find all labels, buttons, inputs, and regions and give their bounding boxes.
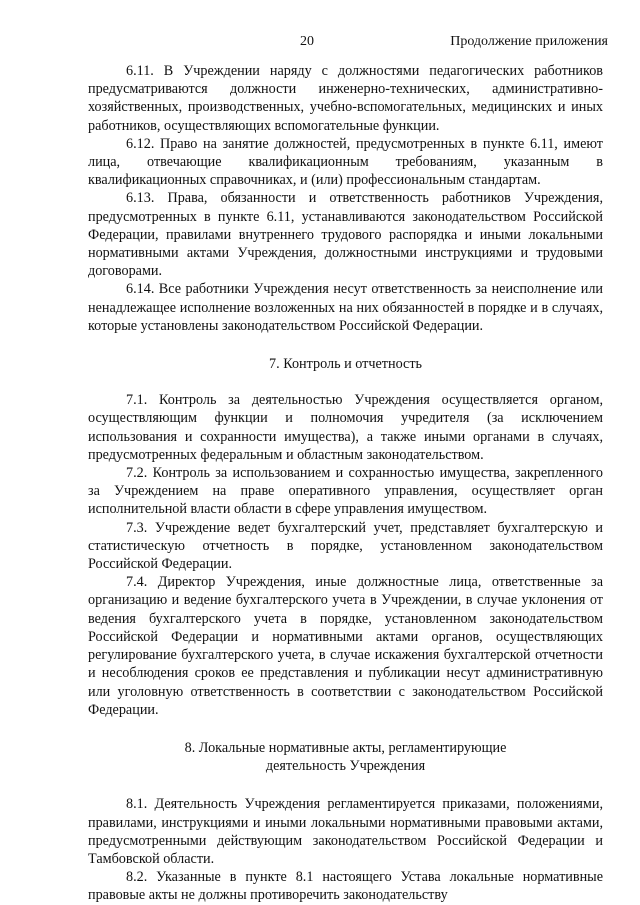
- section-8-heading: [88, 739, 603, 775]
- paragraph-7-3: 7.3. Учреждение ведет бухгалтерский учет, представляет бухгалтерскую и статистическую отчетность в порядке, установленном законодательством Российской Федерации.: [88, 519, 603, 573]
- paragraph-8-2: 8.2. Указанные в пункте 8.1 настоящего Устава локальные нормативные правовые акты не должны противоречить законодательству: [88, 869, 603, 904]
- paragraph-7-4: 7.4. Директор Учреждения, иные должностные лица, ответственные за организацию и ведение бухгалтерского учета в Учреждении, в случае уклонения от ведения бухгалтерского учета в порядке, установленном законодательством Российской Федерации и нормативными актами органов, осуществляющих регулирование бухгалтерского учета, в случае искажения бухгалтерской отчетности и несоблюдения сроков ее представления и публикации несут административную или уголовную ответственность в соответствии с законодательством Российской Федерации.: [88, 574, 603, 718]
- paragraph-7-1: 7.1. Контроль за деятельностью Учреждения осуществляется органом, осуществляющим функции и полномочия учредителя (за исключением использования и сохранности имущества), а также иными органами в случаях, предусмотренных федеральным и областным законодательством.: [88, 392, 603, 463]
- page-number: 20: [300, 34, 314, 49]
- paragraph-6-14: 6.14. Все работники Учреждения несут ответственность за неисполнение или ненадлежащее исполнение возложенных на них обязанностей в порядке и в случаях, которые установлены законодательством Российской Федерации.: [88, 281, 603, 334]
- paragraph-8-1: 8.1. Деятельность Учреждения регламентируется приказами, положениями, правилами, инструкциями и иными локальными нормативными правовыми актами, предусмотренными действующим законодательством Российской Федерации и Тамбовской области.: [88, 796, 603, 867]
- paragraph-6-13: 6.13. Права, обязанности и ответственность работников Учреждения, предусмотренных в пункте 6.11, устанавливаются законодательством Российской Федерации, правилами внутреннего трудового распорядка и иными локальными нормативными актами Учреждения, должностными инструкциями и трудовыми договорами.: [88, 190, 603, 280]
- document-body: [88, 62, 603, 905]
- header-note: Продолжение приложения: [450, 34, 608, 49]
- paragraph-7-2: 7.2. Контроль за использованием и сохранностью имущества, закрепленного за Учреждением на праве оперативного управления, осуществляет орган исполнительной власти области в сфере управления имуществом.: [88, 465, 603, 518]
- section-8-heading-line2: деятельность Учреждения: [265, 758, 426, 775]
- paragraph-6-12: 6.12. Право на занятие должностей, предусмотренных в пункте 6.11, имеют лица, отвечающие квалификационным требованиям, указанным в квалификационных справочниках, и (или) профессиональным стандартам.: [88, 135, 603, 189]
- paragraph-6-11: 6.11. В Учреждении наряду с должностями педагогических работников предусматриваются должности инженерно-технических, административно-хозяйственных, производственных, учебно-вспомогательных, медицинских и иных работников, осуществляющих вспомогательные функции.: [88, 63, 603, 134]
- section-7-heading: 7. Контроль и отчетность: [269, 356, 422, 373]
- section-8-heading-line1: 8. Локальные нормативные акты, регламентирующие: [184, 739, 507, 756]
